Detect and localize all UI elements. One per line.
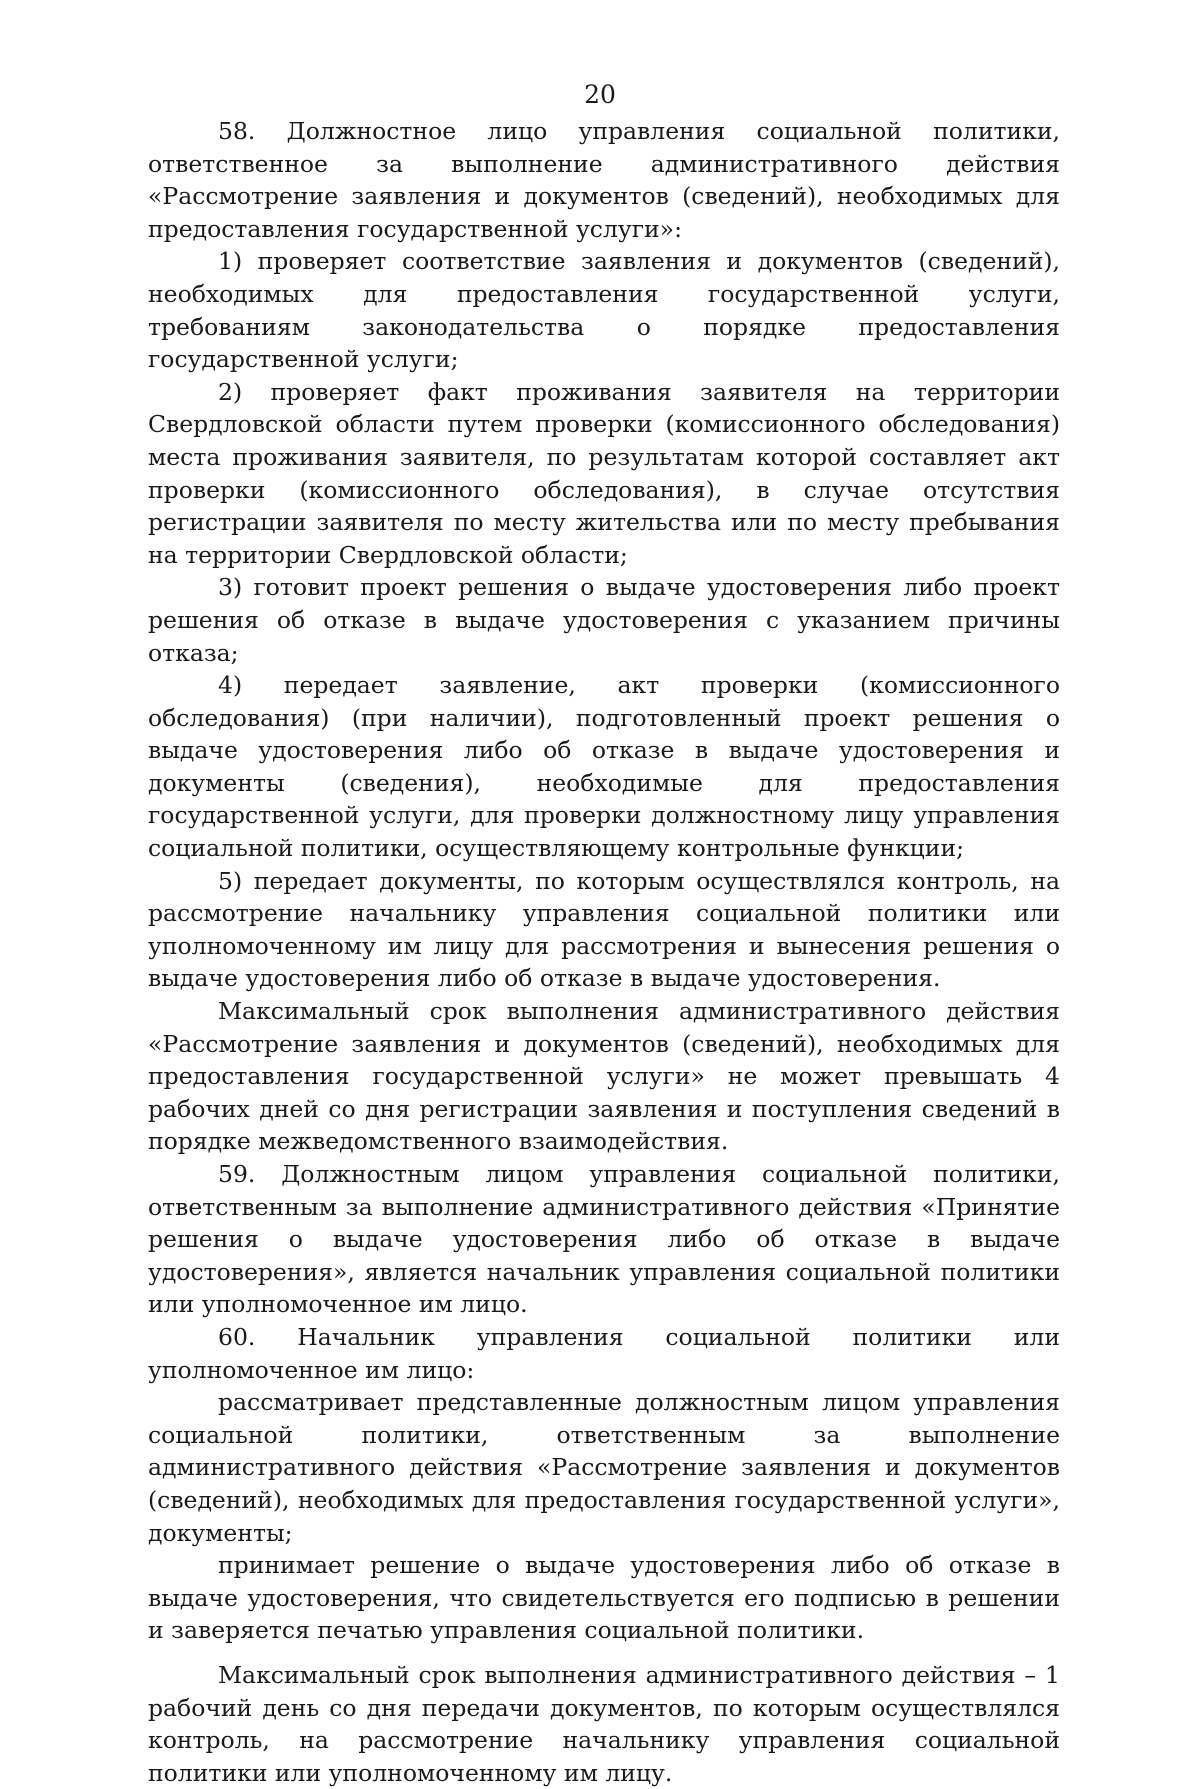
paragraph-59: 59. Должностным лицом управления социальной политики, ответственным за выполнение административного действия «Принятие решения о выдаче удостоверения либо об отказе в выдаче удостоверения», является начальник управления социальной политики или уполномоченное им лицо.: [148, 1160, 1060, 1319]
paragraph-58-item-1: 1) проверяет соответствие заявления и документов (сведений), необходимых для предоставления государственной услуги, требованиям законодательства о порядке предоставления государственной услуги;: [148, 247, 1060, 374]
paragraph-60: 60. Начальник управления социальной политики или уполномоченное им лицо:: [148, 1322, 1060, 1384]
paragraph-60-item-decision: принимает решение о выдаче удостоверения либо об отказе в выдаче удостоверения, что свидетельствуется его подписью в решении и заверяется печатью управления социальной политики.: [148, 1551, 1060, 1645]
paragraph-58-item-5: 5) передает документы, по которым осуществлялся контроль, на рассмотрение начальнику управления социальной политики или уполномоченному им лицу для рассмотрения и вынесения решения о выдаче удостоверения либо об отказе в выдаче удостоверения.: [148, 866, 1060, 993]
paragraph-58: 58. Должностное лицо управления социальной политики, ответственное за выполнение административного действия «Рассмотрение заявления и документов (сведений), необходимых для предоставления государственной услуги»:: [148, 117, 1060, 243]
paragraph-58-deadline: Максимальный срок выполнения административного действия «Рассмотрение заявления и документов (сведений), необходимых для предоставления государственной услуги» не может превышать 4 рабочих дней со дня регистрации заявления и поступления сведений в порядке межведомственного взаимодействия.: [148, 997, 1060, 1156]
paragraph-60-deadline: Максимальный срок выполнения административного действия – 1 рабочий день со дня передачи документов, по которым осуществлялся контроль, на рассмотрение начальнику управления социальной политики или уполномоченному им лицу.: [148, 1660, 1060, 1787]
paragraph-60-item-review: рассматривает представленные должностным лицом управления социальной политики, ответственным за выполнение административного действия «Рассмотрение заявления и документов (сведений), необходимых для предоставления государственной услуги», документы;: [148, 1388, 1060, 1547]
paragraph-58-item-3: 3) готовит проект решения о выдаче удостоверения либо проект решения об отказе в выдаче удостоверения с указанием причины отказа;: [148, 573, 1060, 667]
document-body: [148, 115, 1060, 1789]
page-number: 20: [584, 80, 616, 109]
paragraph-58-item-2: 2) проверяет факт проживания заявителя на территории Свердловской области путем проверки (комиссионного обследования) места проживания заявителя, по результатам которой составляет акт проверки (комиссионного обследования), в случае отсутствия регистрации заявителя по месту жительства или по месту пребывания на территории Свердловской области;: [148, 377, 1060, 569]
paragraph-58-item-4: 4) передает заявление, акт проверки (комиссионного обследования) (при наличии), подготовленный проект решения о выдаче удостоверения либо об отказе в выдаче удостоверения и документы (сведения), необходимые для предоставления государственной услуги, для проверки должностному лицу управления социальной политики, осуществляющему контрольные функции;: [148, 671, 1060, 863]
